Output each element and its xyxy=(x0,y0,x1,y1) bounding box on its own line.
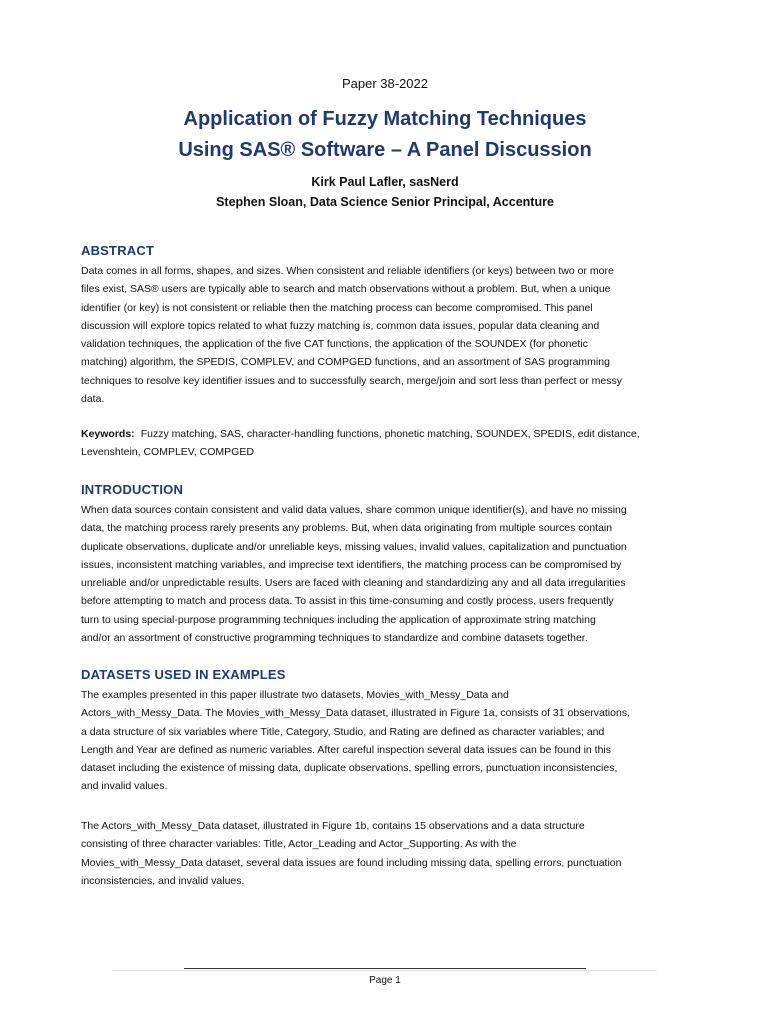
abstract-text: Data comes in all forms, shapes, and sizes. When consistent and reliable identifiers (or keys) between two or more files exist, SAS® users are typically able to search and match observations without a problem. But, when a unique identifier (or key) is not consistent or reliable then the matching process can become compromised. This panel discussion will explore topics related to what fuzzy matching is, common data issues, popular data cleaning and validation techniques, the application of the five CAT functions, the application of the SOUNDEX (for phonetic matching) algorithm, the SPEDIS, COMPLEV, and COMPGED functions, and an assortment of SAS programming techniques to resolve key identifier issues and to successfully search, merge/join and sort less than perfect or messy data. xyxy=(81,265,623,406)
datasets-section xyxy=(81,667,691,796)
footer-rule xyxy=(184,968,586,969)
keywords-paragraph xyxy=(81,425,691,462)
datasets-section-continued xyxy=(81,817,691,890)
keywords-text: Fuzzy matching, SAS, character-handling functions, phonetic matching, SOUNDEX, SPEDIS, edit distance, Levenshtein, COMPLEV, COMPGED xyxy=(81,428,640,459)
title-line-1: Application of Fuzzy Matching Techniques xyxy=(183,108,587,130)
author-block xyxy=(0,172,770,212)
datasets-paragraph-1: The examples presented in this paper illustrate two datasets, Movies_with_Messy_Data and Actors_with_Messy_Data. The Movies_with_Messy_Data dataset, illustrated in Figure 1a, consists of 31 observations, a data structure of six variables where Title, Category, Studio, and Rating are defined as character variables; and Length and Year are defined as numeric variables. After careful inspection several data issues can be found in this dataset including the existence of missing data, duplicate observations, spelling errors, punctuation inconsistencies, and invalid values. xyxy=(81,689,630,793)
datasets-heading: DATASETS USED IN EXAMPLES xyxy=(81,667,286,682)
abstract-section xyxy=(81,243,691,408)
paper-title xyxy=(0,104,770,166)
keywords-label: Keywords: xyxy=(81,428,135,440)
title-line-2: Using SAS® Software – A Panel Discussion xyxy=(178,139,592,161)
author-2: Stephen Sloan, Data Science Senior Principal, Accenture xyxy=(216,195,554,209)
page-number: Page 1 xyxy=(369,975,401,986)
keywords-section xyxy=(81,425,691,462)
footer-rule-faint xyxy=(112,970,657,971)
author-1: Kirk Paul Lafler, sasNerd xyxy=(311,175,459,189)
introduction-heading: INTRODUCTION xyxy=(81,482,184,497)
datasets-paragraph-2: The Actors_with_Messy_Data dataset, illustrated in Figure 1b, contains 15 observations and a data structure consisting of three character variables: Title, Actor_Leading and Actor_Supporting. As with the Movies_with_Messy_Data dataset, several data issues are found including missing data, spelling errors, punctuation inconsistencies, and invalid values. xyxy=(81,820,622,887)
abstract-heading: ABSTRACT xyxy=(81,243,155,258)
introduction-section xyxy=(81,482,691,647)
paper-number: Paper 38-2022 xyxy=(341,76,428,91)
introduction-text: When data sources contain consistent and valid data values, share common unique identifier(s), and have no missing data, the matching process rarely presents any problems. But, when data originating from multiple sources contain duplicate observations, duplicate and/or unreliable keys, missing values, invalid values, capitalization and punctuation issues, inconsistent matching variables, and imprecise text identifiers, the matching process can be compromised by unreliable and/or unpredictable results. Users are faced with cleaning and standardizing any and all data irregularities before attempting to match and process data. To assist in this time-consuming and costly process, users frequently turn to using special-purpose programming techniques including the application of approximate string matching and/or an assortment of constructive programming techniques to standardize and combine datasets together. xyxy=(81,504,627,645)
